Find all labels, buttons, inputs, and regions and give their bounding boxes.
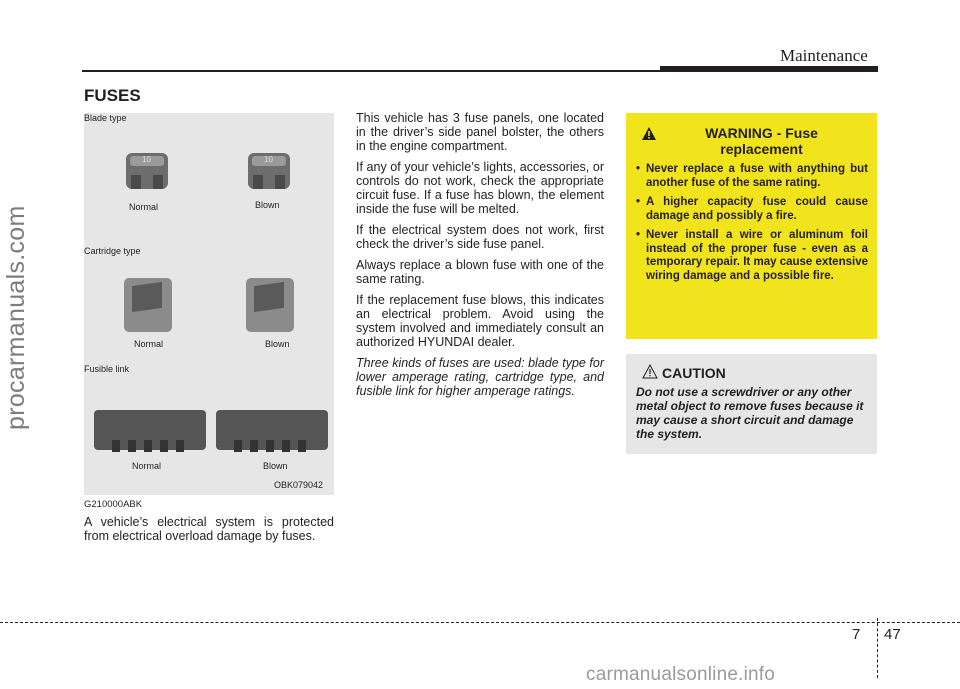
document-code: G210000ABK	[84, 499, 143, 510]
cartridge-blown-label: Blown	[265, 339, 290, 349]
cartridge-normal-label: Normal	[134, 339, 164, 349]
chapter-number: 7	[852, 626, 861, 643]
body-paragraph: Always replace a blown fuse with one of the same rating.	[356, 258, 604, 286]
warning-item: • Never install a wire or aluminum foil instead of the proper fuse - even as a temporary repair. It may cause extensive wiring damage and a possible fire.	[636, 229, 868, 283]
blade-fuse-normal	[126, 153, 168, 189]
blade-fuse-rating: 10	[142, 155, 151, 164]
blade-normal-label: Normal	[129, 202, 159, 212]
warning-title	[626, 125, 877, 157]
body-paragraph: If any of your vehicle’s lights, accessories, or controls do not work, check the appropriate circuit fuse. If a fuse has blown, the element inside the fuse will be melted.	[356, 160, 604, 216]
footer-divider	[877, 618, 878, 678]
body-paragraph: If the replacement fuse blows, this indicates an electrical problem. Avoid using the system involved and immediately consult an authorized HYUNDAI dealer.	[356, 293, 604, 349]
watermark-side-text: procarmanuals.com	[2, 205, 30, 430]
caution-text: Do not use a screwdriver or any other metal object to remove fuses because it may cause a short circuit and damage the system.	[636, 385, 864, 441]
blade-fuse-blown	[248, 153, 290, 189]
header-rule-accent	[660, 66, 878, 72]
warning-item: • Never replace a fuse with anything but another fuse of the same rating.	[636, 163, 868, 190]
section-title: FUSES	[84, 86, 141, 105]
body-paragraph-italic: Three kinds of fuses are used: blade type for lower amperage rating, cartridge type, and fusible link for higher amperage ratings.	[356, 356, 604, 398]
body-paragraph: If the electrical system does not work, first check the driver’s side fuse panel.	[356, 223, 604, 251]
blade-blown-label: Blown	[255, 200, 280, 210]
blade-type-label: Blade type	[84, 113, 127, 123]
intro-paragraph: A vehicle’s electrical system is protected from electrical overload damage by fuses.	[84, 515, 334, 543]
caution-box	[626, 354, 877, 454]
body-paragraph: This vehicle has 3 fuse panels, one located in the driver’s side panel bolster, the others in the engine compartment.	[356, 111, 604, 153]
fusible-link-label: Fusible link	[84, 364, 130, 374]
caution-title: CAUTION	[662, 365, 726, 381]
caution-icon	[642, 364, 658, 379]
warning-title-text: WARNING - Fuse replacement	[705, 125, 818, 157]
blade-fuse-rating: 10	[264, 155, 273, 164]
figure-code: OBK079042	[274, 480, 324, 490]
cartridge-fuse-normal	[124, 278, 172, 332]
section-header: Maintenance	[780, 46, 868, 65]
cartridge-fuse-blown	[246, 278, 294, 332]
fusible-link-blown	[216, 410, 328, 450]
warning-list	[636, 163, 868, 289]
watermark-bottom: carmanualsonline.info	[586, 664, 776, 685]
fusible-link-normal	[94, 410, 206, 450]
warning-box	[626, 113, 877, 339]
body-text-column	[356, 111, 604, 405]
fusible-blown-label: Blown	[263, 461, 288, 471]
page-number: 47	[884, 626, 901, 643]
footer-rule	[0, 622, 960, 623]
cartridge-type-label: Cartridge type	[84, 246, 141, 256]
fusible-normal-label: Normal	[132, 461, 162, 471]
fuse-figure	[84, 113, 334, 495]
warning-item: • A higher capacity fuse could cause damage and possibly a fire.	[636, 196, 868, 223]
